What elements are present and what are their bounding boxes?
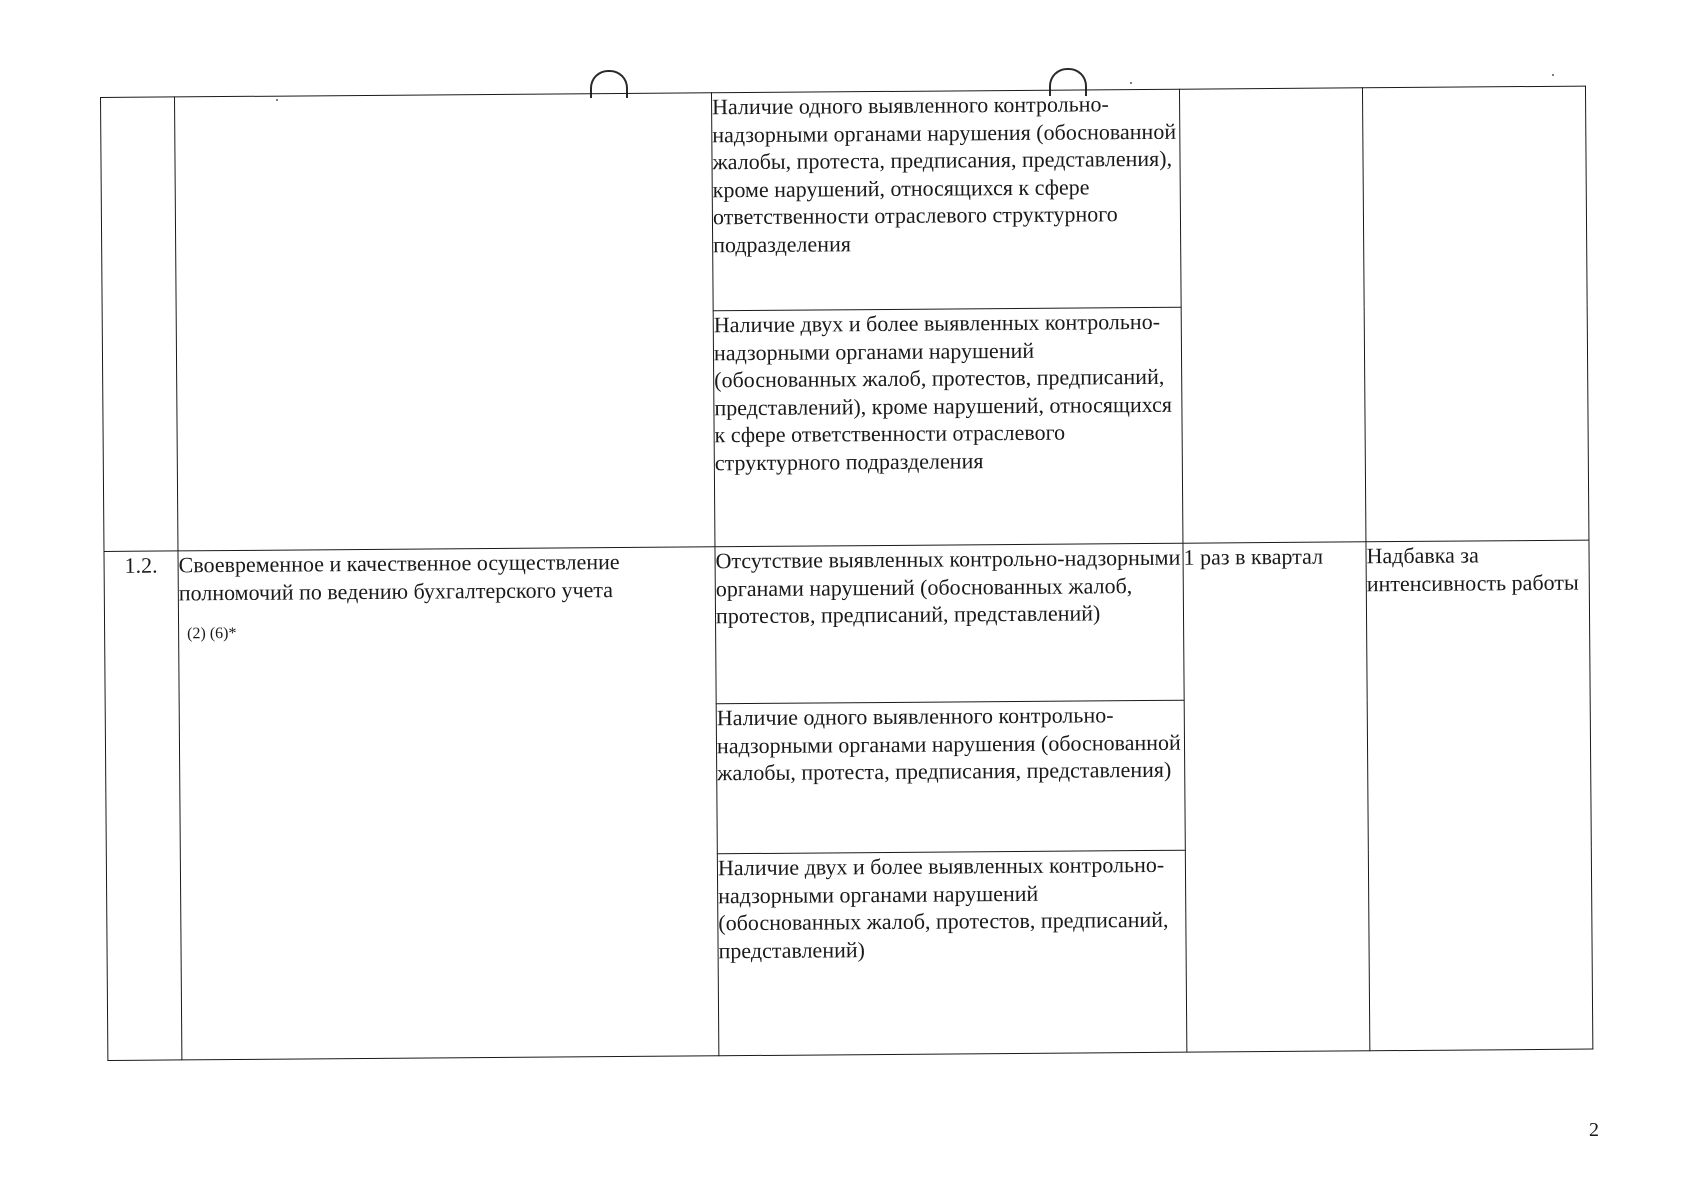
criterion-text: Наличие двух и более выявленных контрольно-надзорными органами нарушений (обоснованных жалоб, протестов, предписаний, представлений) bbox=[717, 851, 1169, 963]
payment-type-text: Надбавка за интенсивность работы bbox=[1366, 542, 1579, 596]
criterion-text: Наличие двух и более выявленных контрольно-надзорными органами нарушений (обоснованных жалоб, протестов, предписаний, представлений), кроме нарушений, относящихся к сфере ответственности отраслевого структурного подразделения bbox=[713, 308, 1173, 475]
criterion-cell bbox=[711, 89, 1181, 311]
scan-speck bbox=[1552, 74, 1554, 76]
number-cell-empty bbox=[101, 97, 178, 552]
page-number: 2 bbox=[1589, 1119, 1599, 1141]
description-text: Своевременное и качественное осуществление полномочий по ведению бухгалтерского учета bbox=[178, 549, 620, 605]
description-cell bbox=[178, 547, 719, 1060]
frequency-text: 1 раз в квартал bbox=[1183, 543, 1324, 570]
table-row bbox=[101, 86, 1588, 315]
criterion-cell bbox=[715, 543, 1184, 704]
criteria-table bbox=[100, 86, 1593, 1061]
criterion-cell bbox=[717, 850, 1187, 1056]
criterion-text: Наличие одного выявленного контрольно-надзорными органами нарушения (обоснованной жалобы, протеста, предписания, представления), кроме нарушений, относящихся к сфере ответственности отраслевого структурного подразделения bbox=[711, 91, 1177, 257]
criterion-cell bbox=[716, 700, 1185, 854]
payment-type-cell-empty bbox=[1362, 86, 1588, 542]
criteria-table-sheet bbox=[100, 86, 1592, 1060]
description-cell-empty bbox=[175, 93, 715, 551]
row-number bbox=[104, 551, 182, 1061]
criterion-text: Наличие одного выявленного контрольно-надзорными органами нарушения (обоснованной жалобы, протеста, предписания, представления) bbox=[716, 702, 1181, 786]
frequency-cell bbox=[1183, 542, 1370, 1052]
payment-type-cell bbox=[1366, 540, 1593, 1051]
note-text: (2) (6)* bbox=[187, 624, 237, 643]
scan-speck bbox=[1130, 82, 1132, 84]
criterion-cell bbox=[713, 307, 1183, 547]
row-number-text: 1.2. bbox=[124, 552, 158, 578]
criterion-text: Отсутствие выявленных контрольно-надзорными органами нарушений (обоснованных жалоб, протестов, предписаний, представлений) bbox=[715, 544, 1181, 629]
frequency-cell-empty bbox=[1179, 88, 1365, 543]
table-row bbox=[104, 540, 1590, 708]
